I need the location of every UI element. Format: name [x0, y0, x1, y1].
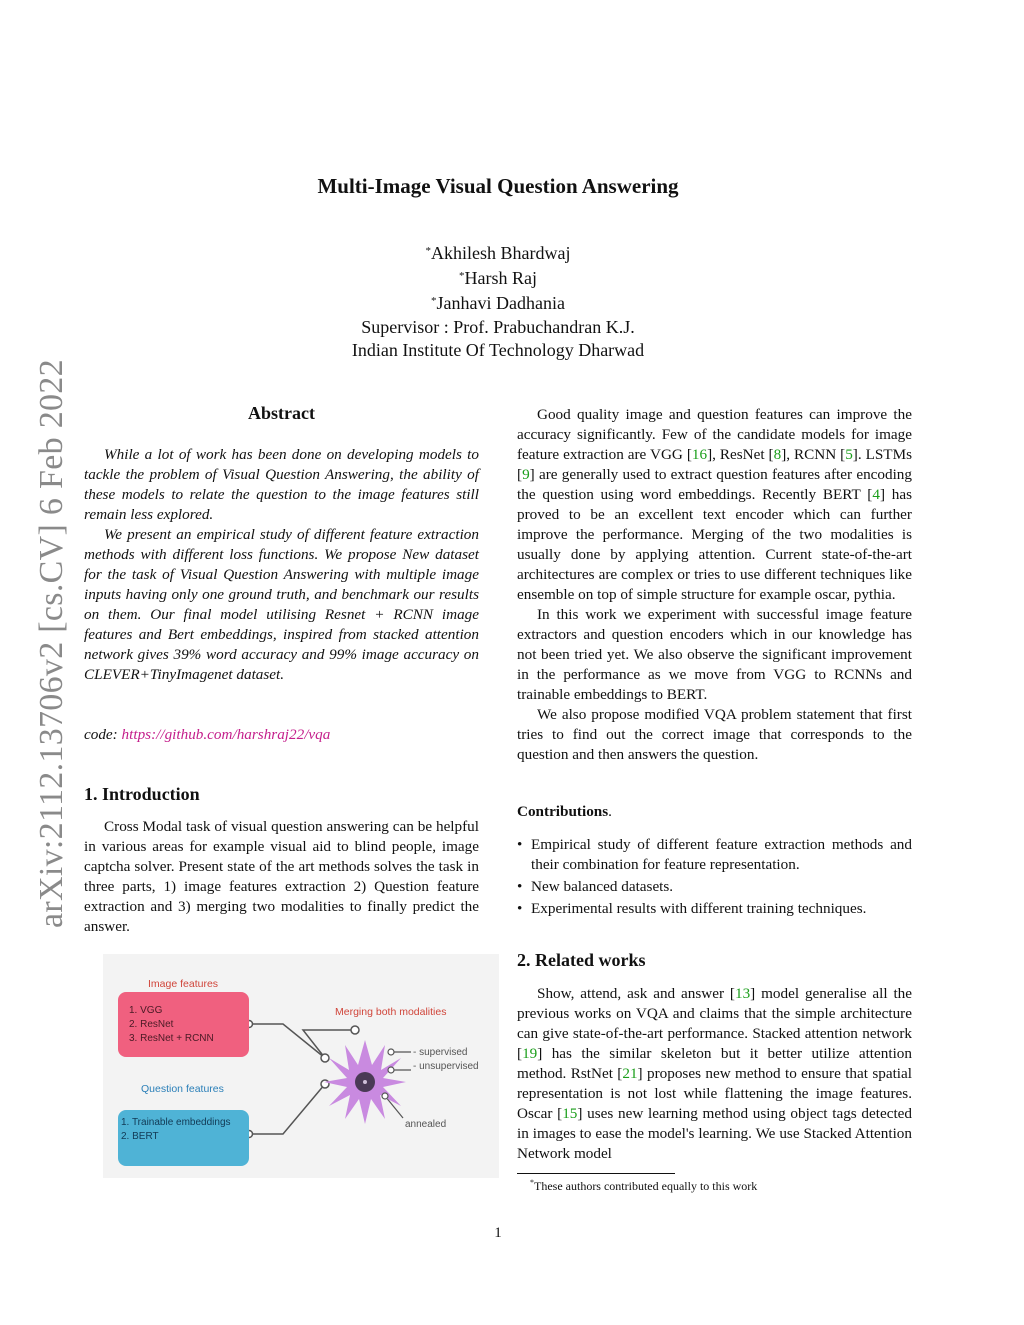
intro-heading: 1. Introduction: [84, 784, 200, 804]
intro-body: [84, 817, 479, 937]
merge-title: Merging both modalities: [335, 1006, 447, 1018]
related-works-heading: 2. Related works: [517, 950, 646, 970]
list-item: • New balanced datasets.: [517, 877, 912, 897]
footnote: *These authors contributed equally to this work: [530, 1178, 758, 1193]
node-dot: [321, 1054, 329, 1062]
intro-paragraph: Cross Modal task of visual question answering can be helpful in various areas for example visual aid to blind people, image captcha solver. Present state of the art methods solves the task in three parts, 1) image features extraction 2) Question feature extraction and 3) merging two modalities to finally predict the answer.: [84, 818, 479, 935]
question-feature-item: 1. Trainable embeddings: [121, 1117, 231, 1128]
figure-diagram: [103, 954, 499, 1178]
footnote-rule: [517, 1173, 675, 1174]
question-feature-item: 2. BERT: [121, 1131, 159, 1142]
citation[interactable]: 19: [522, 1045, 538, 1062]
node-dot: [321, 1080, 329, 1088]
supervisor: Supervisor : Prof. Prabuchandran K.J.: [361, 316, 635, 337]
abstract-body: [84, 445, 479, 685]
figure-modalities: [103, 954, 499, 1178]
body-paragraph: Good quality image and question features can improve the accuracy significantly. Few of the candidate models for image feature extraction are VGG [16], ResNet [8], RCNN [5]. LSTMs [9] are generally used to extract question features after encoding the question using word embeddings. Recently BERT [4] has proved to be an excellent text encoder which can further improve the performance. Merging of the two modalities is usually done by applying attention. Current state-of-the-art architectures are complex or tries to use different techniques like ensemble on top of simple structure for example oscar, pythia.: [517, 406, 913, 603]
author-line: *Janhavi Dadhania: [431, 293, 565, 314]
citation[interactable]: 21: [622, 1065, 638, 1082]
contributions-heading: Contributions.: [517, 803, 612, 820]
abstract-heading: Abstract: [248, 403, 315, 423]
body-paragraph: Show, attend, ask and answer [13] model generalise all the previous works on VQA and claims that the simple architecture can give state-of-the-art performance. Stacked attention network [19] has the similar skeleton but it better utilize attention method. RstNet [21] proposes new method to ensure that spatial representation is not lost while flattening the image features. Oscar [15] uses new learning method using object tags detected in images to ease the model's learning. We use Stacked Attention Network model: [517, 985, 913, 1162]
citation[interactable]: 15: [562, 1105, 578, 1122]
author-line: *Harsh Raj: [459, 268, 537, 289]
right-column-intro: [517, 405, 912, 765]
citation[interactable]: 5: [845, 446, 853, 463]
list-item: • Empirical study of different feature extraction methods and their combination for feature representation.: [517, 835, 912, 875]
citation[interactable]: 4: [872, 486, 880, 503]
citation[interactable]: 16: [691, 446, 708, 463]
author-line: *Akhilesh Bhardwaj: [425, 243, 571, 263]
image-feature-item: 1. VGG: [129, 1005, 163, 1016]
author-name: Akhilesh Bhardwaj: [431, 243, 571, 263]
image-features-title: Image features: [148, 978, 219, 990]
node-dot: [388, 1067, 394, 1073]
abstract-paragraph: While a lot of work has been done on developing models to tackle the problem of Visual Question Answering, the ability of these models to relate the question to the image features still remain less explored.: [84, 446, 479, 523]
merge-item: - unsupervised: [413, 1061, 479, 1072]
image-feature-item: 2. ResNet: [129, 1019, 174, 1030]
arxiv-stamp: arXiv:2112.13706v2 [cs.CV] 6 Feb 2022: [33, 359, 70, 928]
list-item: • Experimental results with different training techniques.: [517, 899, 912, 919]
citation[interactable]: 9: [522, 466, 530, 483]
author-name: Harsh Raj: [464, 268, 537, 289]
paper-title: Multi-Image Visual Question Answering: [317, 174, 679, 198]
author-name: Janhavi Dadhania: [436, 293, 565, 314]
node-dot: [388, 1049, 394, 1055]
node-dot: [382, 1093, 388, 1099]
code-link[interactable]: https://github.com/harshraj22/vqa: [121, 726, 331, 743]
connector-line: [249, 1024, 325, 1058]
author-block: [0, 240, 996, 362]
node-dot: [351, 1026, 359, 1034]
contributions-list: [517, 835, 912, 921]
code-line: code: https://github.com/harshraj22/vqa: [84, 726, 331, 743]
merge-item: - supervised: [413, 1047, 468, 1058]
connector-line: [249, 1084, 325, 1134]
body-paragraph: In this work we experiment with successful image feature extractors and question encoders which in our knowledge has not been tried yet. We also observe the significant improvement in the performance as we move from VGG to RCNNs and trainable embeddings to BERT.: [517, 606, 912, 703]
annealed-label: annealed: [405, 1119, 447, 1130]
question-features-title: Question features: [141, 1083, 224, 1095]
page-number: 1: [494, 1225, 502, 1241]
citation[interactable]: 13: [734, 985, 751, 1002]
institution: Indian Institute Of Technology Dharwad: [351, 339, 645, 360]
body-paragraph: We also propose modified VQA problem statement that first tries to find out the correct image that corresponds to the question and then answers the question.: [517, 706, 912, 763]
related-works-body: [517, 984, 912, 1164]
abstract-paragraph: We present an empirical study of different feature extraction methods with different loss functions. We propose New dataset for the task of Visual Question Answering with multiple image inputs having only one ground truth, and benchmark our results on them. Our final model utilising Resnet + RCNN image features and Bert embeddings, inspired from stacked attention network gives 39% word accuracy and 99% image accuracy on CLEVER+TinyImagenet dataset.: [84, 526, 479, 683]
citation[interactable]: 8: [773, 446, 782, 463]
image-feature-item: 3. ResNet + RCNN: [129, 1033, 214, 1044]
